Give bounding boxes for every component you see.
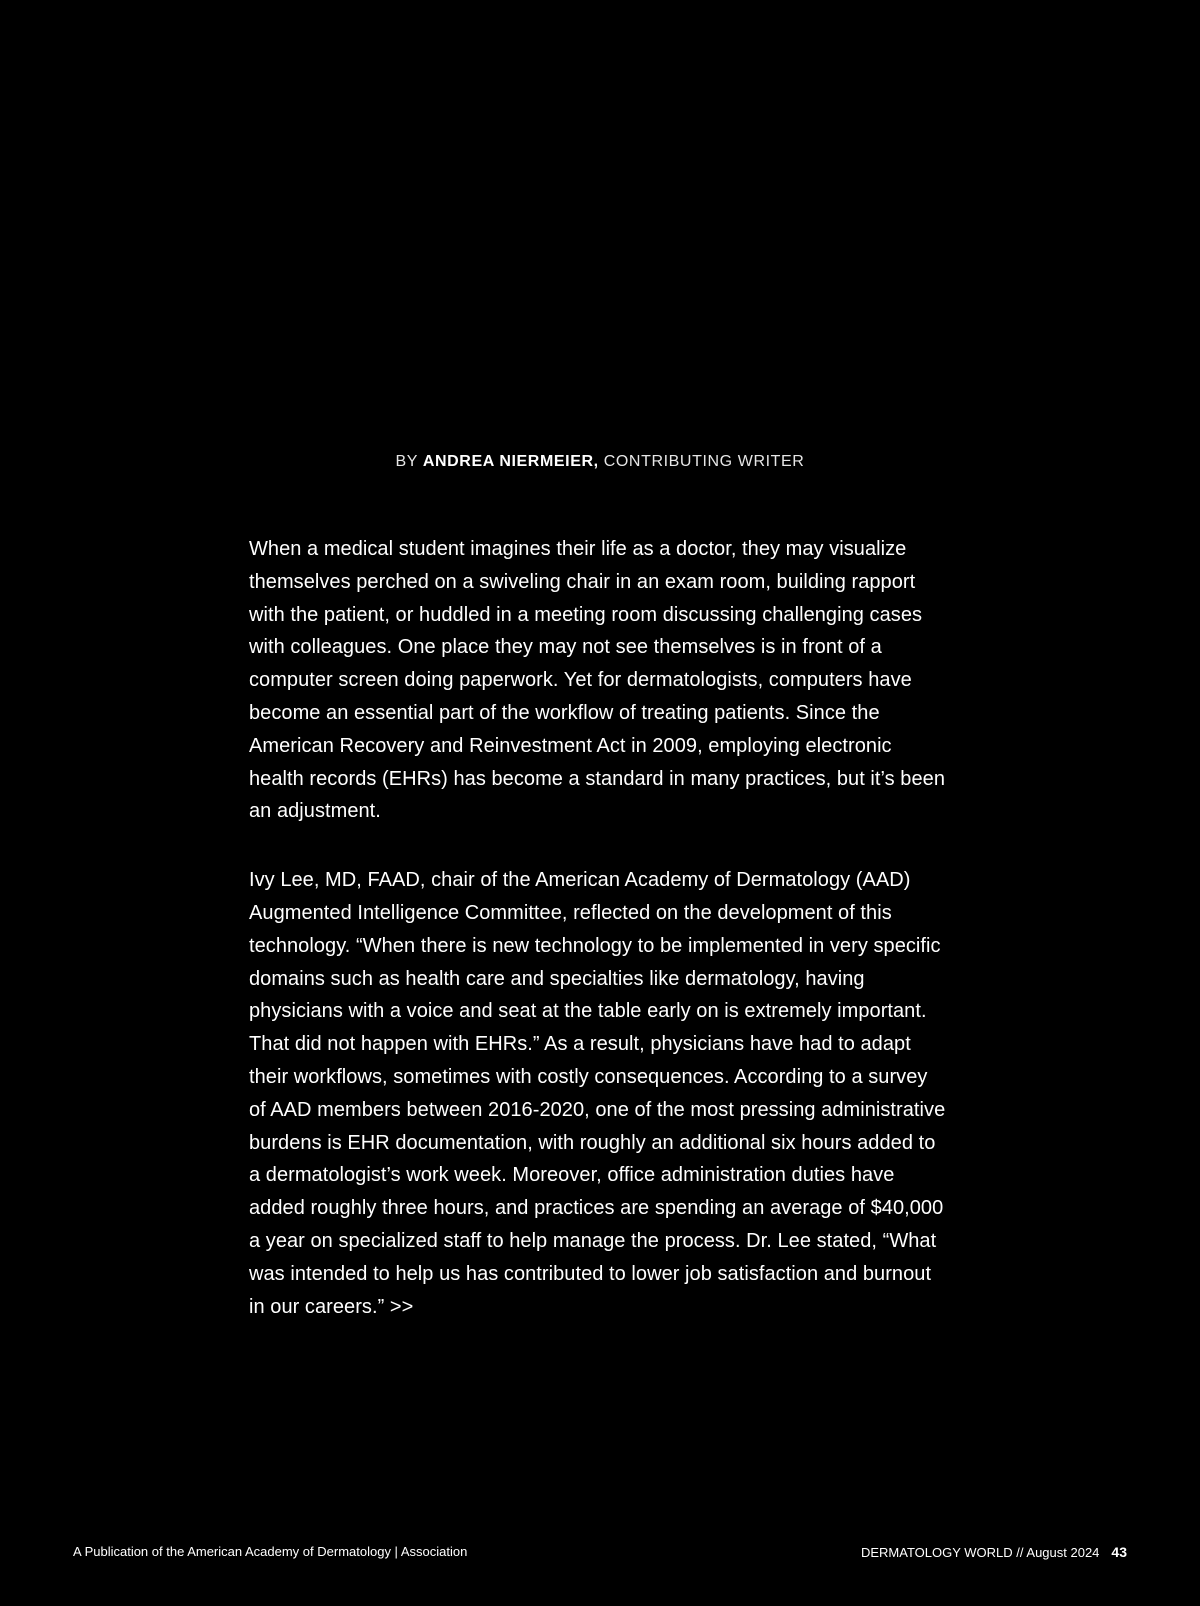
article-paragraph: Ivy Lee, MD, FAAD, chair of the American Academy of Dermatology (AAD) Augmented Intelligence Committee, reflected on the development of this technology. “When there is new technology to be implemented in very specific domains such as health care and specialties like dermatology, having physicians with a voice and seat at the table early on is extremely important. That did not happen with EHRs.” As a result, physicians have had to adapt their workflows, sometimes with costly consequences. According to a survey of AAD members between 2016-2020, one of the most pressing administrative burdens is EHR documentation, with roughly an additional six hours added to a dermatologist’s work week. Moreover, office administration duties have added roughly three hours, and practices are spending an average of $40,000 a year on specialized staff to help manage the process. Dr. Lee stated, “What was intended to help us has contributed to lower job satisfaction and burnout in our careers.” >> [249,869,946,1318]
byline-role: CONTRIBUTING WRITER [598,453,805,470]
footer-magazine-title: DERMATOLOGY WORLD // August 2024 [860,1545,1100,1560]
footer-magazine-info [861,1543,1127,1562]
page-number: 43 [1111,1544,1127,1560]
footer-publication: A Publication of the American Academy of Dermatology | Association [73,1544,468,1559]
byline [0,452,1200,472]
byline-author: ANDREA NIERMEIER, [422,453,599,470]
byline-prefix: BY [395,453,423,470]
article-paragraph: When a medical student imagines their life as a doctor, they may visualize themselves perched on a swiveling chair in an exam room, building rapport with the patient, or huddled in a meeting room discussing challenging cases with colleagues. One place they may not see themselves is in front of a computer screen doing paperwork. Yet for dermatologists, computers have become an essential part of the workflow of treating patients. Since the American Recovery and Reinvestment Act in 2009, employing electronic health records (EHRs) has become a standard in many practices, but it’s been an adjustment. [249,538,945,823]
article-body [249,533,949,1323]
